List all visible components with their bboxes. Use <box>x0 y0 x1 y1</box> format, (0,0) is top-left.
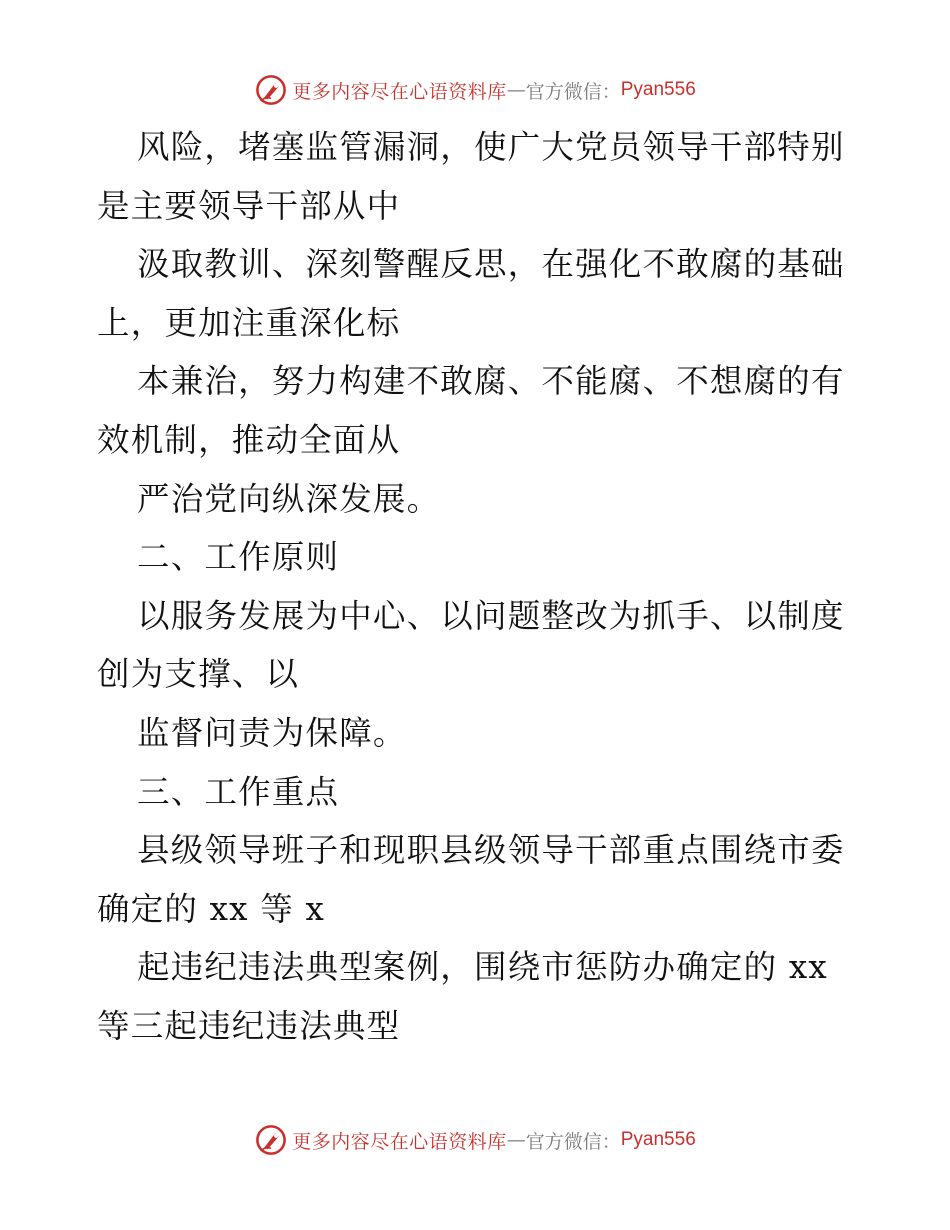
text-line: 以服务发展为中心、以问题整改为抓手、以制度 <box>137 596 845 635</box>
text-line: 严治党向纵深发展。 <box>137 479 441 518</box>
watermark-main-text: 更多内容尽在心语资料库 <box>292 1130 507 1153</box>
text-line: 汲取教训、深刻警醒反思，在强化不敢腐的基础 <box>137 245 845 284</box>
text-line: 创为支撑、以 <box>97 655 300 694</box>
text-line: 效机制，推动全面从 <box>97 420 401 459</box>
text-line: 等三起违纪违法典型 <box>97 1006 401 1045</box>
section-heading: 三、工作重点 <box>137 772 340 811</box>
text-line: 本兼治，努力构建不敢腐、不能腐、不想腐的有 <box>137 362 845 401</box>
watermark-official-label: 官方微信： <box>525 1130 621 1153</box>
text-line: 起违纪违法典型案例，围绕市惩防办确定的 xx <box>137 948 828 987</box>
watermark-official-label: 官方微信： <box>525 80 621 103</box>
pen-nib-logo-icon <box>254 1123 288 1157</box>
header-watermark <box>0 70 950 110</box>
section-heading: 二、工作原则 <box>137 538 340 577</box>
pen-nib-logo-icon <box>254 73 288 107</box>
text-line: 上，更加注重深化标 <box>97 303 401 342</box>
text-line: 监督问责为保障。 <box>137 713 407 752</box>
text-line: 是主要领导干部从中 <box>97 186 401 225</box>
watermark-separator: — <box>506 79 526 101</box>
document-body <box>97 118 857 1056</box>
watermark-separator: — <box>506 1129 526 1151</box>
watermark-wechat-id: Pyan556 <box>620 79 696 100</box>
text-line: 县级领导班子和现职县级领导干部重点围绕市委 <box>137 831 845 870</box>
text-line: 风险，堵塞监管漏洞，使广大党员领导干部特别 <box>137 128 845 166</box>
watermark-main-text: 更多内容尽在心语资料库 <box>292 80 507 103</box>
watermark-wechat-id: Pyan556 <box>620 1129 696 1150</box>
footer-watermark <box>0 1120 950 1160</box>
text-line: 确定的 xx 等 x <box>97 889 325 928</box>
